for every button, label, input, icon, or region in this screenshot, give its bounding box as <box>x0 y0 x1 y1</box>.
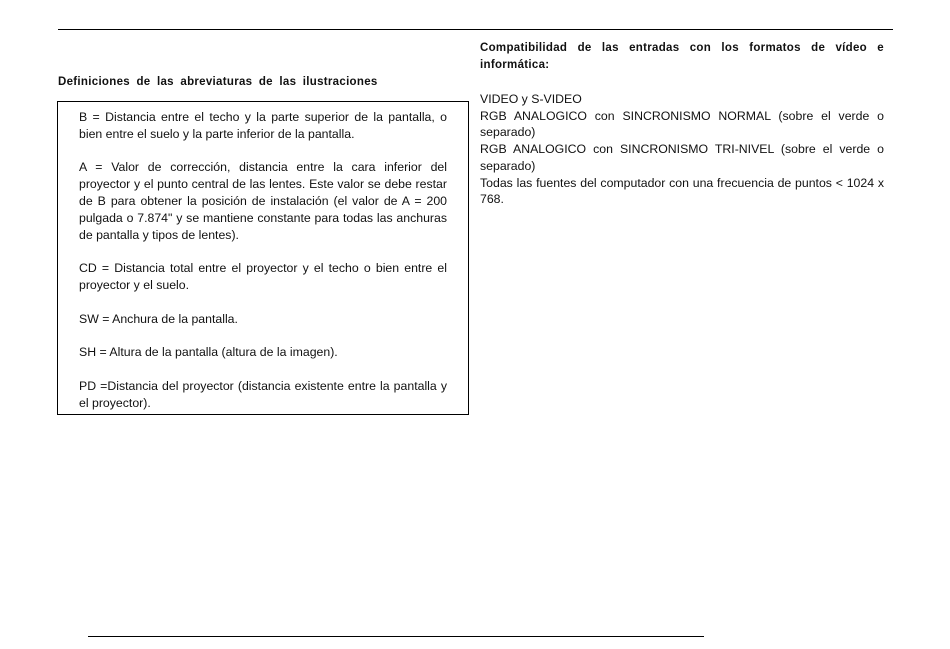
compatibility-heading: Compatibilidad de las entradas con los formatos de vídeo e informática: <box>480 42 884 71</box>
definitions-box <box>57 101 469 415</box>
compat-item-video: VIDEO y S-VIDEO <box>480 92 582 106</box>
definition-sw: SW = Anchura de la pantalla. <box>79 311 238 326</box>
definition-pd: PD =Distancia del proyector (distancia existente entre la pantalla y el proyector). <box>79 378 447 410</box>
definition-b: B = Distancia entre el techo y la parte superior de la pantalla, o bien entre el suelo y la parte inferior de la pantalla. <box>79 110 447 141</box>
compat-item-computer: Todas las fuentes del computador con una frecuencia de puntos < 1024 x 768. <box>480 175 884 207</box>
top-rule <box>58 29 893 30</box>
compatibility-list <box>480 91 884 208</box>
definition-cd: CD = Distancia total entre el proyector y el techo o bien entre el proyector y el suelo. <box>79 261 447 292</box>
compatibility-section <box>480 40 884 208</box>
compat-item-rgb-normal: RGB ANALOGICO con SINCRONISMO NORMAL (sobre el verde o separado) <box>480 108 884 140</box>
definition-a: A = Valor de corrección, distancia entre la cara inferior del proyector y el punto central de las lentes. Este valor se debe restar de B para obtener la posición de instalación (el valor de A = 200 pulgada o 7.874" y se mantiene constante para todas las anchuras de pantalla y tipos de lentes). <box>79 160 447 242</box>
bottom-rule <box>88 636 704 637</box>
abbreviations-heading: Definiciones de las abreviaturas de las ilustraciones <box>58 76 378 88</box>
compat-item-rgb-trilevel: RGB ANALOGICO con SINCRONISMO TRI-NIVEL (sobre el verde o separado) <box>480 142 884 173</box>
definition-sh: SH = Altura de la pantalla (altura de la imagen). <box>79 345 338 360</box>
